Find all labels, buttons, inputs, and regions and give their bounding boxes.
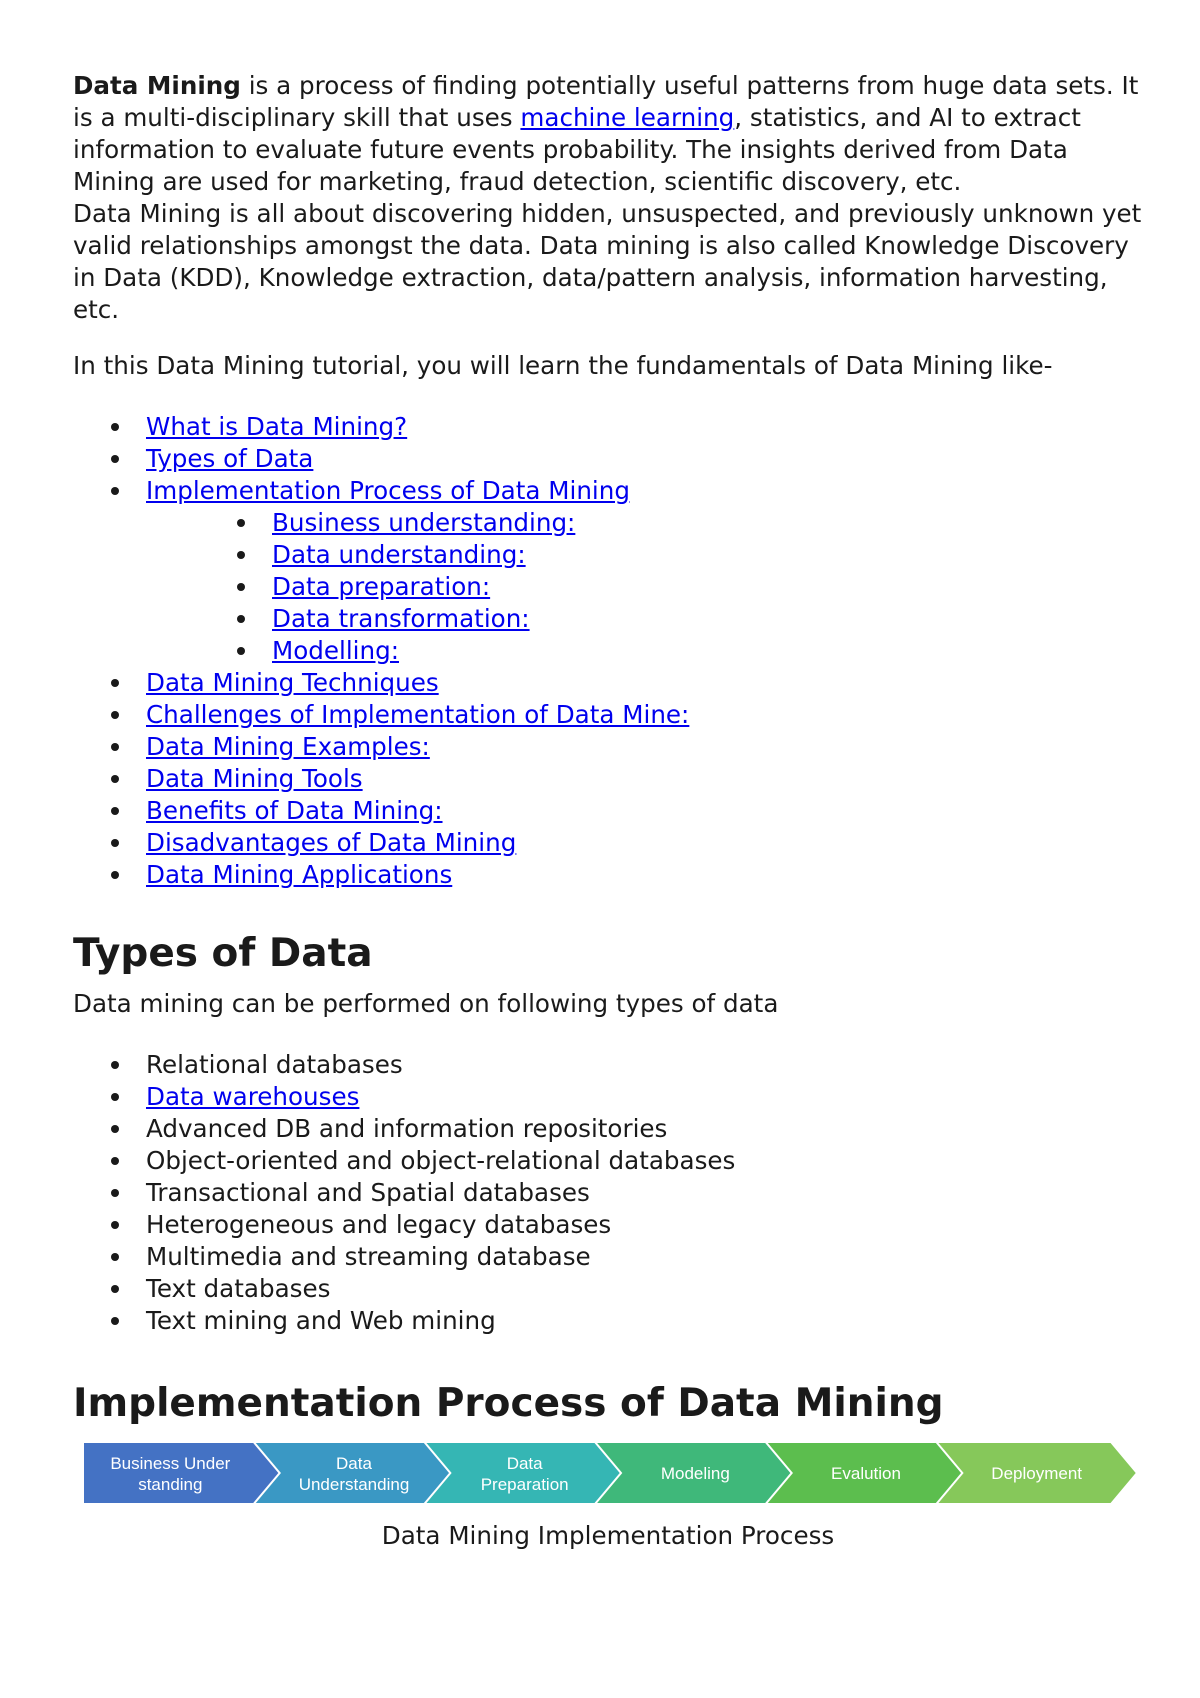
toc-link-implementation-process[interactable]: Implementation Process of Data Mining [146, 476, 630, 505]
toc-link-techniques[interactable]: Data Mining Techniques [146, 668, 439, 697]
process-flow-diagram [73, 1440, 1143, 1506]
toc-item [73, 763, 1143, 795]
process-step-chevron [83, 1442, 284, 1504]
process-step-label: Modeling [660, 1464, 730, 1483]
toc-link-examples[interactable]: Data Mining Examples: [146, 732, 430, 761]
toc-link-benefits[interactable]: Benefits of Data Mining: [146, 796, 443, 825]
toc-subitem [146, 603, 1143, 635]
toc-link-data-preparation[interactable]: Data preparation: [272, 572, 491, 601]
term-data-mining: Data Mining [73, 71, 241, 100]
toc-link-types-of-data[interactable]: Types of Data [146, 444, 314, 473]
data-type-item: Heterogeneous and legacy databases [73, 1209, 1143, 1241]
process-step-label: Business Under standing [110, 1454, 231, 1494]
data-type-item: Object-oriented and object-relational databases [73, 1145, 1143, 1177]
data-type-item: Advanced DB and information repositories [73, 1113, 1143, 1145]
toc-link-what-is-data-mining[interactable]: What is Data Mining? [146, 412, 408, 441]
toc-item [73, 443, 1143, 475]
intro-paragraph-1: Data Mining is a process of finding potentially useful patterns from huge data sets. It is a multi-disciplinary skill that uses machine learning, statistics, and AI to extract information to evaluate future events probability. The insights derived from Data Mining are used for marketing, fraud detection, scientific discovery, etc. [73, 71, 1139, 196]
toc-link-data-understanding[interactable]: Data understanding: [272, 540, 526, 569]
data-types-list [73, 1049, 1143, 1337]
toc-subitem [146, 635, 1143, 667]
toc-link-disadvantages[interactable]: Disadvantages of Data Mining [146, 828, 517, 857]
toc-subitem [146, 539, 1143, 571]
toc-item [73, 731, 1143, 763]
toc-link-applications[interactable]: Data Mining Applications [146, 860, 453, 889]
data-warehouses-link[interactable]: Data warehouses [146, 1082, 360, 1111]
process-step-chevron [254, 1442, 455, 1504]
types-intro-text: Data mining can be performed on following types of data [73, 989, 779, 1018]
toc-subitem [146, 571, 1143, 603]
intro-paragraph-2: Data Mining is all about discovering hidden, unsuspected, and previously unknown yet valid relationships amongst the data. Data mining is also called Knowledge Discovery in Data (KDD), Knowledge extraction, data/pattern analysis, information harvesting, etc. [73, 199, 1142, 324]
toc-link-business-understanding[interactable]: Business understanding: [272, 508, 576, 537]
toc-sublist [146, 507, 1143, 667]
machine-learning-link[interactable]: machine learning [520, 103, 735, 132]
intro-paragraph-3: In this Data Mining tutorial, you will learn the fundamentals of Data Mining like- [73, 351, 1053, 380]
process-step-chevron [424, 1442, 625, 1504]
process-step-label: Deployment [991, 1464, 1083, 1483]
data-type-item: Multimedia and streaming database [73, 1241, 1143, 1273]
process-step-label: Data Preparation [480, 1454, 569, 1494]
figure-caption: Data Mining Implementation Process [381, 1521, 835, 1550]
toc-link-tools[interactable]: Data Mining Tools [146, 764, 363, 793]
heading-implementation-process: Implementation Process of Data Mining [73, 1381, 944, 1426]
toc-item [73, 475, 1143, 667]
article-content [73, 70, 1143, 1552]
toc-item [73, 411, 1143, 443]
toc-item [73, 699, 1143, 731]
toc-item [73, 667, 1143, 699]
data-type-item [73, 1081, 1143, 1113]
data-type-item: Transactional and Spatial databases [73, 1177, 1143, 1209]
process-step-label: Data Understanding [298, 1454, 410, 1494]
data-type-item: Relational databases [73, 1049, 1143, 1081]
toc-subitem [146, 507, 1143, 539]
toc-item [73, 827, 1143, 859]
toc-link-data-transformation[interactable]: Data transformation: [272, 604, 530, 633]
table-of-contents [73, 411, 1143, 891]
toc-link-challenges[interactable]: Challenges of Implementation of Data Mine: [146, 700, 690, 729]
heading-types-of-data: Types of Data [73, 931, 373, 976]
toc-item [73, 795, 1143, 827]
toc-item [73, 859, 1143, 891]
data-type-item: Text mining and Web mining [73, 1305, 1143, 1337]
data-type-item: Text databases [73, 1273, 1143, 1305]
toc-link-modelling[interactable]: Modelling: [272, 636, 399, 665]
process-step-label: Evalution [831, 1464, 901, 1483]
